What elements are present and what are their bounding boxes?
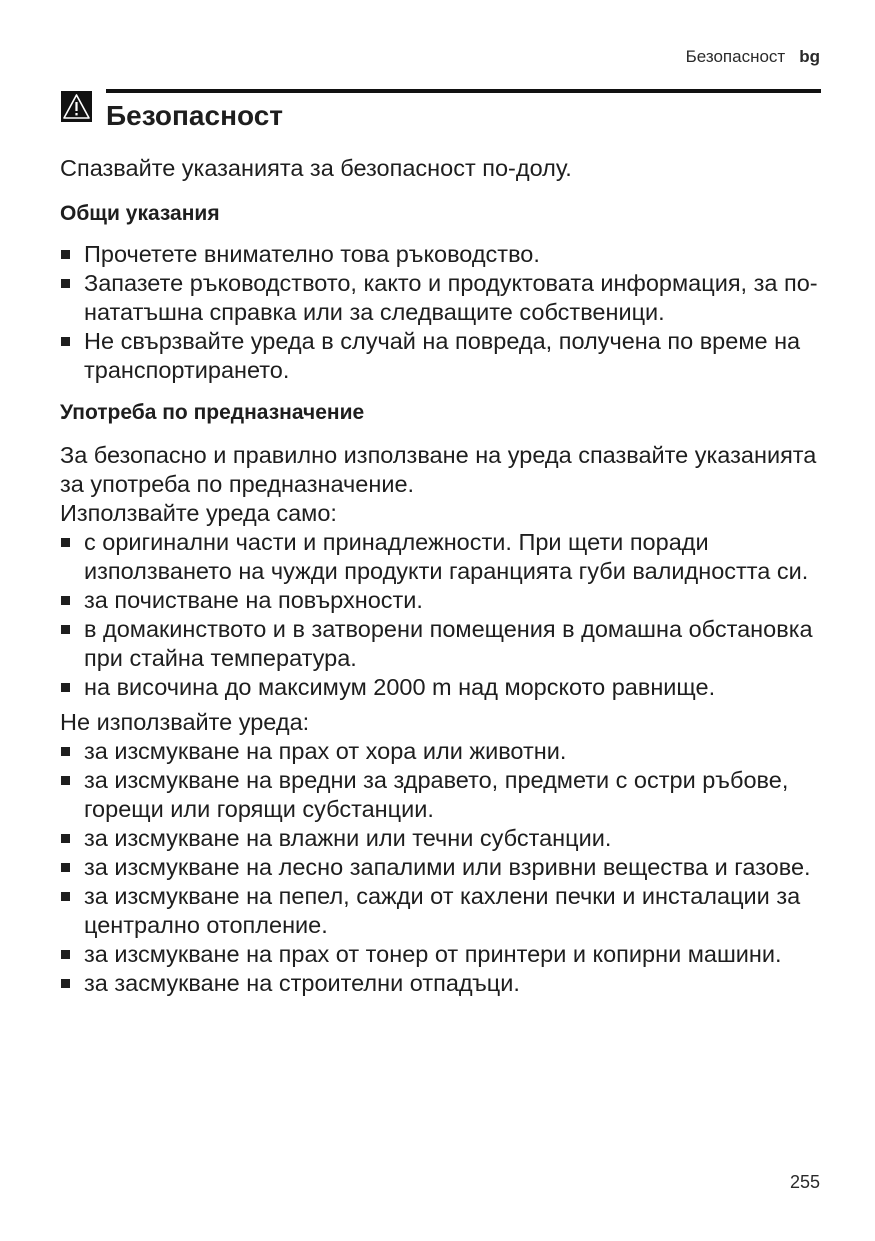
list-item: за изсмукване на вредни за здравето, предмети с остри ръбове, горещи или горящи субстанции. <box>60 766 820 824</box>
warning-icon <box>61 91 92 122</box>
general-heading: Общи указания <box>60 202 220 225</box>
list-item: на височина до максимум 2000 m над морското равнище. <box>60 673 820 702</box>
dont-list <box>60 737 820 998</box>
header-section: Безопасност <box>685 47 786 66</box>
list-item: в домакинството и в затворени помещения в домашна обстановка при стайна температура. <box>60 615 820 673</box>
content-body <box>60 154 820 998</box>
running-header <box>686 47 820 67</box>
list-item: за изсмукване на пепел, сажди от кахлени печки и инсталации за централно отопление. <box>60 882 820 940</box>
usage-paragraph: За безопасно и правилно използване на уреда спазвайте указанията за употреба по предназначение. <box>60 442 817 497</box>
title-rule <box>106 89 821 93</box>
usage-heading: Употреба по предназначение <box>60 401 365 424</box>
header-language: bg <box>799 47 820 66</box>
list-item: за почистване на повърхности. <box>60 586 820 615</box>
list-item: за изсмукване на лесно запалими или взривни вещества и газове. <box>60 853 820 882</box>
intro-text: Спазвайте указанията за безопасност по-долу. <box>60 155 572 181</box>
list-item: за изсмукване на прах от хора или животни. <box>60 737 820 766</box>
list-item: Прочетете внимателно това ръководство. <box>60 240 820 269</box>
list-item: за засмукване на строителни отпадъци. <box>60 969 820 998</box>
use-list <box>60 528 820 702</box>
list-item: за изсмукване на влажни или течни субстанции. <box>60 824 820 853</box>
list-item: Не свързвайте уреда в случай на повреда, получена по време на транспортирането. <box>60 327 820 385</box>
dont-lead: Не използвайте уреда: <box>60 709 310 735</box>
use-lead: Използвайте уреда само: <box>60 500 337 526</box>
list-item: Запазете ръководството, както и продуктовата информация, за по-нататъшна справка или за следващите собственици. <box>60 269 820 327</box>
list-item: за изсмукване на прах от тонер от принтери и копирни машини. <box>60 940 820 969</box>
list-item: с оригинални части и принадлежности. При щети поради използването на чужди продукти гаранцията губи валидността си. <box>60 528 820 586</box>
page-title: Безопасност <box>106 100 284 131</box>
general-list <box>60 240 820 385</box>
page-number: 255 <box>789 1172 820 1192</box>
